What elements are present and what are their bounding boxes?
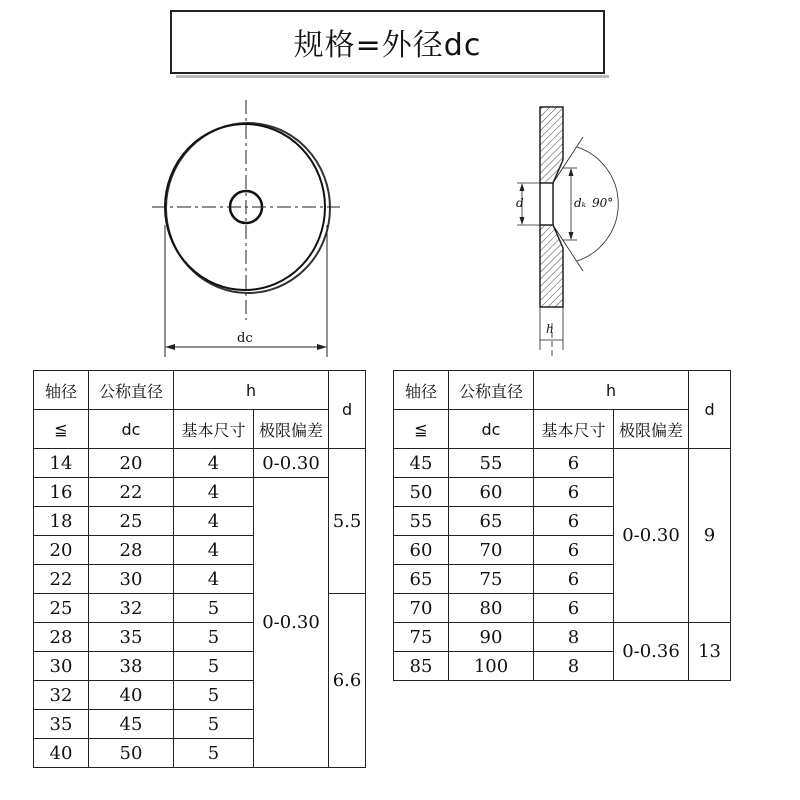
cell-shaft: 28 <box>34 623 89 652</box>
cell-tolerance: 0-0.36 <box>614 623 689 681</box>
cell-dc: 45 <box>89 710 174 739</box>
header-h: h <box>174 371 329 410</box>
cell-dc: 40 <box>89 681 174 710</box>
cell-shaft: 45 <box>394 449 449 478</box>
cell-h: 4 <box>174 478 254 507</box>
cell-shaft: 16 <box>34 478 89 507</box>
cell-shaft: 55 <box>394 507 449 536</box>
header-d: d <box>329 371 366 449</box>
header-nominal: 公称直径 <box>449 371 534 410</box>
cell-h: 6 <box>534 507 614 536</box>
cell-dc: 60 <box>449 478 534 507</box>
cell-dc: 90 <box>449 623 534 652</box>
header-shaft-sub: ≦ <box>34 410 89 449</box>
right-spec-table <box>393 370 731 681</box>
cell-shaft: 40 <box>34 739 89 768</box>
header-tolerance: 极限偏差 <box>254 410 329 449</box>
cell-dc: 50 <box>89 739 174 768</box>
title-box <box>170 10 605 74</box>
cell-h: 5 <box>174 594 254 623</box>
header-basic: 基本尺寸 <box>174 410 254 449</box>
cell-shaft: 60 <box>394 536 449 565</box>
header-h: h <box>534 371 689 410</box>
header-nominal-sub: dc <box>449 410 534 449</box>
header-nominal: 公称直径 <box>89 371 174 410</box>
dc-dimension-label: dc <box>237 331 253 346</box>
cell-h: 6 <box>534 594 614 623</box>
cell-dc: 65 <box>449 507 534 536</box>
cell-shaft: 75 <box>394 623 449 652</box>
cell-d: 9 <box>689 449 731 623</box>
cell-h: 5 <box>174 652 254 681</box>
page-title: 规格=外径dc <box>293 28 482 63</box>
header-shaft: 轴径 <box>394 371 449 410</box>
left-spec-table <box>33 370 366 768</box>
washer-front-view <box>150 95 350 365</box>
cell-h: 5 <box>174 681 254 710</box>
cell-tolerance: 0-0.30 <box>254 449 329 478</box>
header-basic: 基本尺寸 <box>534 410 614 449</box>
cell-h: 5 <box>174 710 254 739</box>
header-shaft-sub: ≦ <box>394 410 449 449</box>
cell-h: 4 <box>174 449 254 478</box>
washer-section-view <box>505 95 625 365</box>
cell-dc: 22 <box>89 478 174 507</box>
cell-dc: 80 <box>449 594 534 623</box>
cell-dc: 32 <box>89 594 174 623</box>
cell-tolerance: 0-0.30 <box>614 449 689 623</box>
h-label: h <box>546 322 554 336</box>
cell-dc: 28 <box>89 536 174 565</box>
table-row <box>394 623 731 652</box>
cell-dc: 55 <box>449 449 534 478</box>
cell-d: 6.6 <box>329 594 366 768</box>
cell-shaft: 32 <box>34 681 89 710</box>
cell-dc: 100 <box>449 652 534 681</box>
cell-shaft: 18 <box>34 507 89 536</box>
cell-dc: 70 <box>449 536 534 565</box>
table-row <box>34 478 366 507</box>
cell-d: 5.5 <box>329 449 366 594</box>
cell-dc: 20 <box>89 449 174 478</box>
cell-h: 5 <box>174 739 254 768</box>
cell-h: 6 <box>534 478 614 507</box>
cell-h: 6 <box>534 449 614 478</box>
cell-shaft: 22 <box>34 565 89 594</box>
cell-shaft: 25 <box>34 594 89 623</box>
table-row <box>34 449 366 478</box>
cell-shaft: 14 <box>34 449 89 478</box>
cell-tolerance: 0-0.30 <box>254 478 329 768</box>
dk-label: dₖ <box>574 196 587 210</box>
header-tolerance: 极限偏差 <box>614 410 689 449</box>
cell-h: 8 <box>534 623 614 652</box>
cell-shaft: 30 <box>34 652 89 681</box>
cell-shaft: 35 <box>34 710 89 739</box>
cell-h: 5 <box>174 623 254 652</box>
cell-dc: 38 <box>89 652 174 681</box>
cell-dc: 35 <box>89 623 174 652</box>
cell-dc: 75 <box>449 565 534 594</box>
d-label: d <box>516 196 524 210</box>
cell-h: 8 <box>534 652 614 681</box>
cell-h: 4 <box>174 536 254 565</box>
header-d: d <box>689 371 731 449</box>
cell-d: 13 <box>689 623 731 681</box>
cell-shaft: 85 <box>394 652 449 681</box>
header-nominal-sub: dc <box>89 410 174 449</box>
angle-label: 90° <box>592 196 614 210</box>
cell-h: 6 <box>534 536 614 565</box>
cell-h: 4 <box>174 565 254 594</box>
cell-dc: 25 <box>89 507 174 536</box>
cell-dc: 30 <box>89 565 174 594</box>
cell-h: 6 <box>534 565 614 594</box>
cell-shaft: 70 <box>394 594 449 623</box>
cell-shaft: 50 <box>394 478 449 507</box>
table-row <box>394 449 731 478</box>
header-shaft: 轴径 <box>34 371 89 410</box>
cell-shaft: 20 <box>34 536 89 565</box>
cell-shaft: 65 <box>394 565 449 594</box>
cell-h: 4 <box>174 507 254 536</box>
